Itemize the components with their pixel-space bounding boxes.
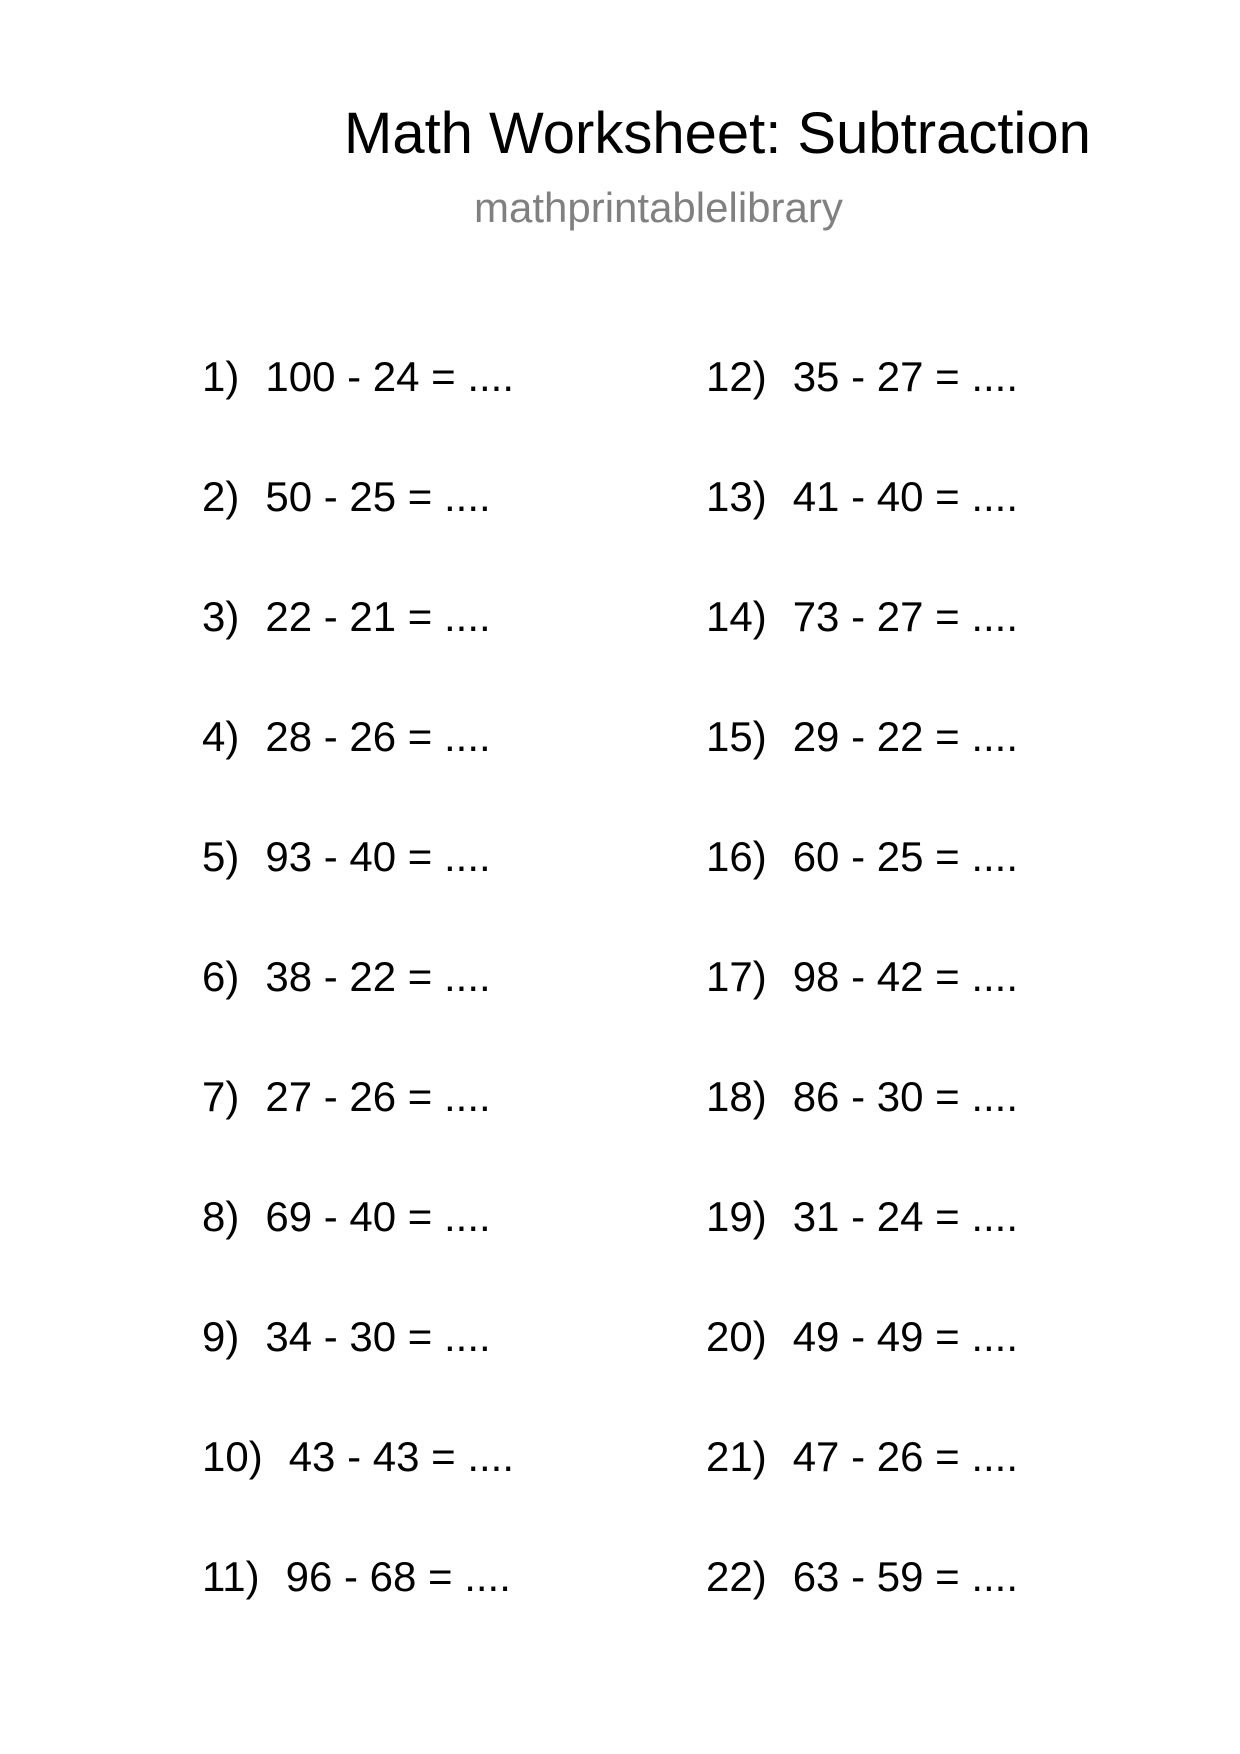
- problem-number: 15): [706, 713, 767, 760]
- problem-number: 19): [706, 1193, 767, 1240]
- problem-expression: 96 - 68 = ....: [285, 1553, 511, 1600]
- problem-number: 16): [706, 833, 767, 880]
- problem-number: 11): [202, 1553, 260, 1600]
- problem-expression: 34 - 30 = ....: [265, 1313, 491, 1360]
- problem-number: 21): [706, 1433, 767, 1480]
- page-title: Math Worksheet: Subtraction: [344, 101, 1091, 166]
- problem-number: 6): [202, 953, 240, 1000]
- problem-number: 7): [202, 1073, 240, 1120]
- problem-expression: 31 - 24 = ....: [792, 1193, 1019, 1240]
- problem-item: [706, 708, 1018, 828]
- problem-expression: 73 - 27 = ....: [792, 593, 1019, 640]
- problem-item: [706, 588, 1018, 708]
- problem-expression: 93 - 40 = ....: [265, 833, 491, 880]
- problem-item: [202, 708, 514, 828]
- problem-item: [202, 588, 514, 708]
- problem-item: [706, 1068, 1018, 1188]
- problem-item: [706, 948, 1018, 1068]
- problem-column-left: [202, 348, 514, 1668]
- problem-number: 10): [202, 1433, 263, 1480]
- problem-number: 3): [202, 593, 240, 640]
- problem-item: [706, 1308, 1018, 1428]
- problem-item: [706, 468, 1018, 588]
- problem-expression: 28 - 26 = ....: [265, 713, 491, 760]
- problem-item: [706, 828, 1018, 948]
- problem-number: 14): [706, 593, 767, 640]
- problem-item: [706, 348, 1018, 468]
- problem-number: 8): [202, 1193, 240, 1240]
- problem-item: [706, 1548, 1018, 1668]
- problem-item: [202, 1188, 514, 1308]
- problem-item: [202, 348, 514, 468]
- page-subtitle: mathprintablelibrary: [474, 184, 843, 231]
- problem-number: 20): [706, 1313, 767, 1360]
- problem-expression: 60 - 25 = ....: [792, 833, 1019, 880]
- problem-expression: 49 - 49 = ....: [792, 1313, 1019, 1360]
- problem-expression: 69 - 40 = ....: [265, 1193, 491, 1240]
- problem-item: [202, 468, 514, 588]
- problem-number: 18): [706, 1073, 767, 1120]
- problem-expression: 47 - 26 = ....: [792, 1433, 1019, 1480]
- problem-expression: 27 - 26 = ....: [265, 1073, 491, 1120]
- problem-number: 9): [202, 1313, 240, 1360]
- problem-number: 1): [202, 353, 240, 400]
- problem-expression: 35 - 27 = ....: [792, 353, 1019, 400]
- problem-number: 12): [706, 353, 767, 400]
- problem-item: [202, 948, 514, 1068]
- problem-item: [202, 1548, 514, 1668]
- problem-item: [202, 1068, 514, 1188]
- problem-expression: 86 - 30 = ....: [792, 1073, 1019, 1120]
- problem-expression: 100 - 24 = ....: [265, 353, 515, 400]
- problem-number: 2): [202, 473, 240, 520]
- problem-expression: 43 - 43 = ....: [288, 1433, 515, 1480]
- problem-number: 17): [706, 953, 767, 1000]
- problem-number: 13): [706, 473, 767, 520]
- problem-number: 5): [202, 833, 240, 880]
- problem-expression: 41 - 40 = ....: [792, 473, 1019, 520]
- problem-number: 22): [706, 1553, 767, 1600]
- problem-expression: 50 - 25 = ....: [265, 473, 491, 520]
- problem-item: [202, 1428, 514, 1548]
- problem-item: [706, 1188, 1018, 1308]
- problem-expression: 22 - 21 = ....: [265, 593, 491, 640]
- problem-column-right: [706, 348, 1018, 1668]
- problem-expression: 63 - 59 = ....: [792, 1553, 1019, 1600]
- problem-expression: 38 - 22 = ....: [265, 953, 491, 1000]
- problem-item: [202, 1308, 514, 1428]
- problem-expression: 98 - 42 = ....: [792, 953, 1019, 1000]
- problem-item: [202, 828, 514, 948]
- problem-item: [706, 1428, 1018, 1548]
- problem-number: 4): [202, 713, 240, 760]
- problem-expression: 29 - 22 = ....: [792, 713, 1019, 760]
